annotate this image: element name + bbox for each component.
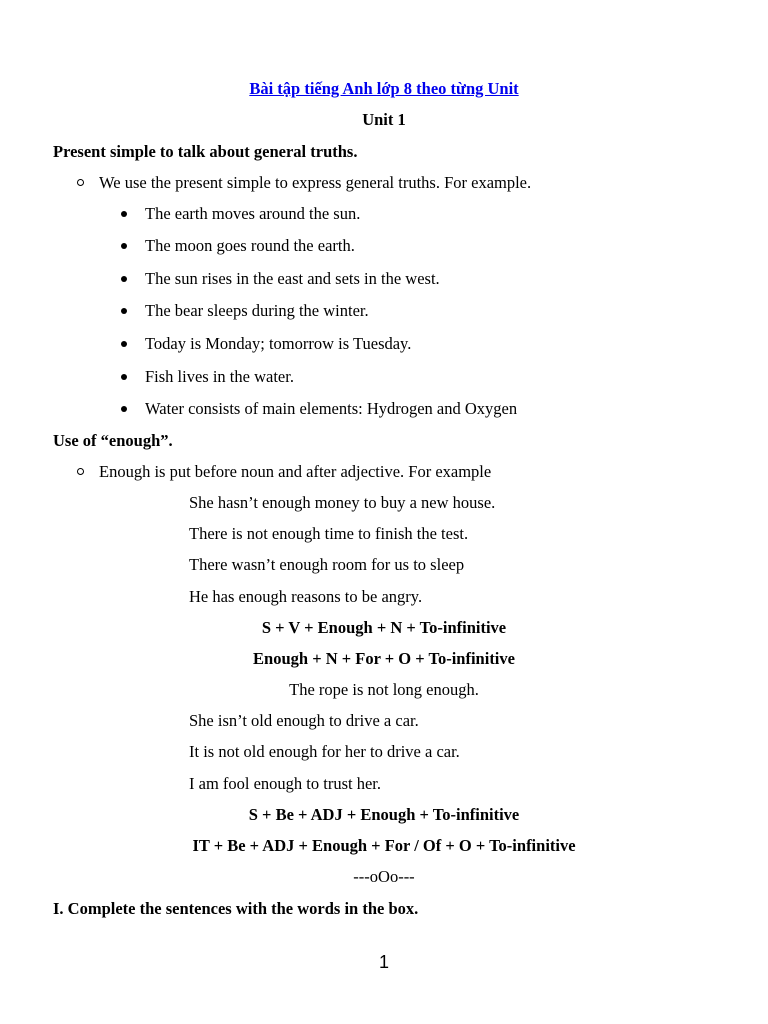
bullet-icon bbox=[121, 276, 127, 282]
example-item: The moon goes round the earth. bbox=[145, 236, 355, 255]
page-number: 1 bbox=[378, 952, 389, 972]
bullet-icon bbox=[121, 211, 127, 217]
example-item: Today is Monday; tomorrow is Tuesday. bbox=[145, 334, 412, 353]
bullet-icon bbox=[121, 243, 127, 249]
example-item: Fish lives in the water. bbox=[145, 367, 294, 386]
formula-adj-2: IT + Be + ADJ + Enough + For / Of + O + To-infinitive bbox=[192, 836, 576, 855]
example-item: The sun rises in the east and sets in the west. bbox=[145, 269, 440, 288]
formula-noun-1: S + V + Enough + N + To-infinitive bbox=[261, 618, 507, 637]
example-item: The bear sleeps during the winter. bbox=[145, 301, 369, 320]
circle-bullet-icon bbox=[77, 179, 84, 186]
formula-noun-2: Enough + N + For + O + To-infinitive bbox=[253, 649, 515, 668]
example-item: The earth moves around the sun. bbox=[145, 204, 361, 223]
section-heading-enough: Use of “enough”. bbox=[53, 431, 173, 450]
section-heading-present-simple: Present simple to talk about general truths. bbox=[53, 142, 358, 161]
unit-label: Unit 1 bbox=[362, 110, 406, 129]
noun-example: He has enough reasons to be angry. bbox=[189, 587, 423, 606]
bullet-icon bbox=[121, 341, 127, 347]
centered-example: The rope is not long enough. bbox=[289, 680, 479, 699]
noun-example: She hasn’t enough money to buy a new house. bbox=[189, 493, 496, 512]
enough-intro: Enough is put before noun and after adjective. For example bbox=[99, 462, 492, 481]
noun-example: There is not enough time to finish the test. bbox=[189, 524, 469, 543]
bullet-icon bbox=[121, 308, 127, 314]
section-separator: ---oOo--- bbox=[353, 867, 415, 886]
document-title[interactable] bbox=[0, 79, 768, 99]
noun-example: There wasn’t enough room for us to sleep bbox=[189, 555, 465, 574]
bullet-icon bbox=[121, 374, 127, 380]
adj-example: She isn’t old enough to drive a car. bbox=[189, 711, 419, 730]
circle-bullet-icon bbox=[77, 468, 84, 475]
adj-example: I am fool enough to trust her. bbox=[189, 774, 382, 793]
bullet-icon bbox=[121, 406, 127, 412]
title-link[interactable]: Bài tập tiếng Anh lớp 8 theo từng Unit bbox=[249, 79, 519, 98]
adj-example: It is not old enough for her to drive a car. bbox=[189, 742, 460, 761]
example-item: Water consists of main elements: Hydrogen and Oxygen bbox=[145, 399, 518, 418]
exercise-heading: I. Complete the sentences with the words in the box. bbox=[53, 899, 419, 918]
formula-adj-1: S + Be + ADJ + Enough + To-infinitive bbox=[248, 805, 520, 824]
present-simple-intro: We use the present simple to express general truths. For example. bbox=[99, 173, 532, 192]
